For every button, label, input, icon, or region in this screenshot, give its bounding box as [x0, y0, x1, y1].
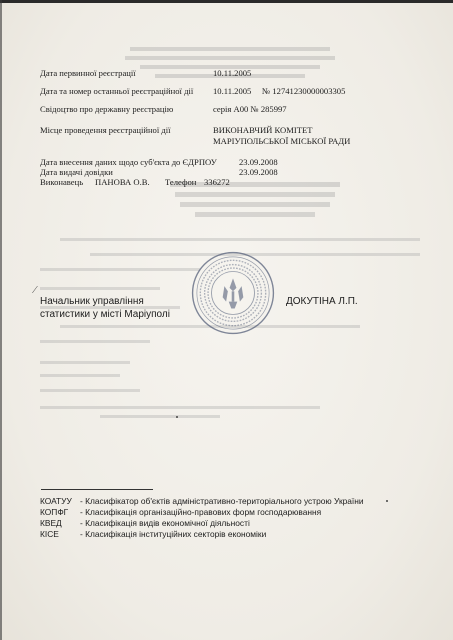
- first-registration-label: Дата первинної реєстрації: [40, 68, 136, 78]
- phone-label: Телефон: [165, 177, 197, 187]
- footnote-koatuu: [40, 496, 364, 506]
- registration-place-line1: ВИКОНАВЧИЙ КОМІТЕТ: [213, 125, 313, 135]
- last-registration-number: № 12741230000003305: [262, 86, 346, 96]
- scan-edge-left: [0, 0, 2, 640]
- edrpou-date-label: Дата внесення даних щодо суб'єкта до ЄДРПОУ: [40, 157, 217, 167]
- phone-number: 336272: [204, 177, 230, 187]
- issue-date-value: 23.09.2008: [239, 167, 278, 177]
- executor-label: Виконавець: [40, 177, 84, 187]
- scan-edge-top: [0, 0, 453, 3]
- last-registration-label: Дата та номер останньої реєстраційної дії: [40, 86, 194, 96]
- footnote-abbr: КІСЕ: [40, 529, 59, 539]
- footnote-abbr: КОПФГ: [40, 507, 69, 517]
- registration-place-label: Місце проведення реєстраційної дії: [40, 125, 171, 135]
- footnote-kise: [40, 529, 266, 539]
- footnote-text: - Класифікація організаційно-правових форм господарювання: [80, 507, 322, 517]
- scan-speck: [176, 416, 178, 418]
- certificate-number: серія А00 № 285997: [213, 104, 287, 114]
- footnote-text: - Класифікатор об'єктів адміністративно-територіального устрою України: [80, 496, 364, 506]
- issue-date-label: Дата видачі довідки: [40, 167, 113, 177]
- footnote-abbr: КОАТУУ: [40, 496, 72, 506]
- scan-speck: [386, 500, 388, 502]
- registration-place-line2: МАРІУПОЛЬСЬКОЇ МІСЬКОЇ РАДИ: [213, 136, 351, 146]
- certificate-label: Свідоцтво про державну реєстрацію: [40, 104, 174, 114]
- official-position-line1: Начальник управління: [40, 296, 144, 307]
- footnote-text: - Класифікація видів економічної діяльності: [80, 518, 250, 528]
- official-name: ДОКУТІНА Л.П.: [286, 296, 358, 307]
- round-official-stamp-icon: [190, 250, 276, 336]
- footnote-abbr: КВЕД: [40, 518, 62, 528]
- executor-name: ПАНОВА О.В.: [95, 177, 150, 187]
- footnote-kopfg: [40, 507, 321, 517]
- footnote-kved: [40, 518, 250, 528]
- last-registration-date: 10.11.2005: [213, 86, 252, 96]
- footnote-separator: [41, 489, 153, 490]
- edrpou-date-value: 23.09.2008: [239, 157, 278, 167]
- footnote-text: - Класифікація інституційних секторів економіки: [80, 529, 267, 539]
- first-registration-date: 10.11.2005: [213, 68, 252, 78]
- official-position-line2: статистики у місті Маріуполі: [40, 309, 170, 320]
- pen-mark: ⁄: [34, 284, 36, 296]
